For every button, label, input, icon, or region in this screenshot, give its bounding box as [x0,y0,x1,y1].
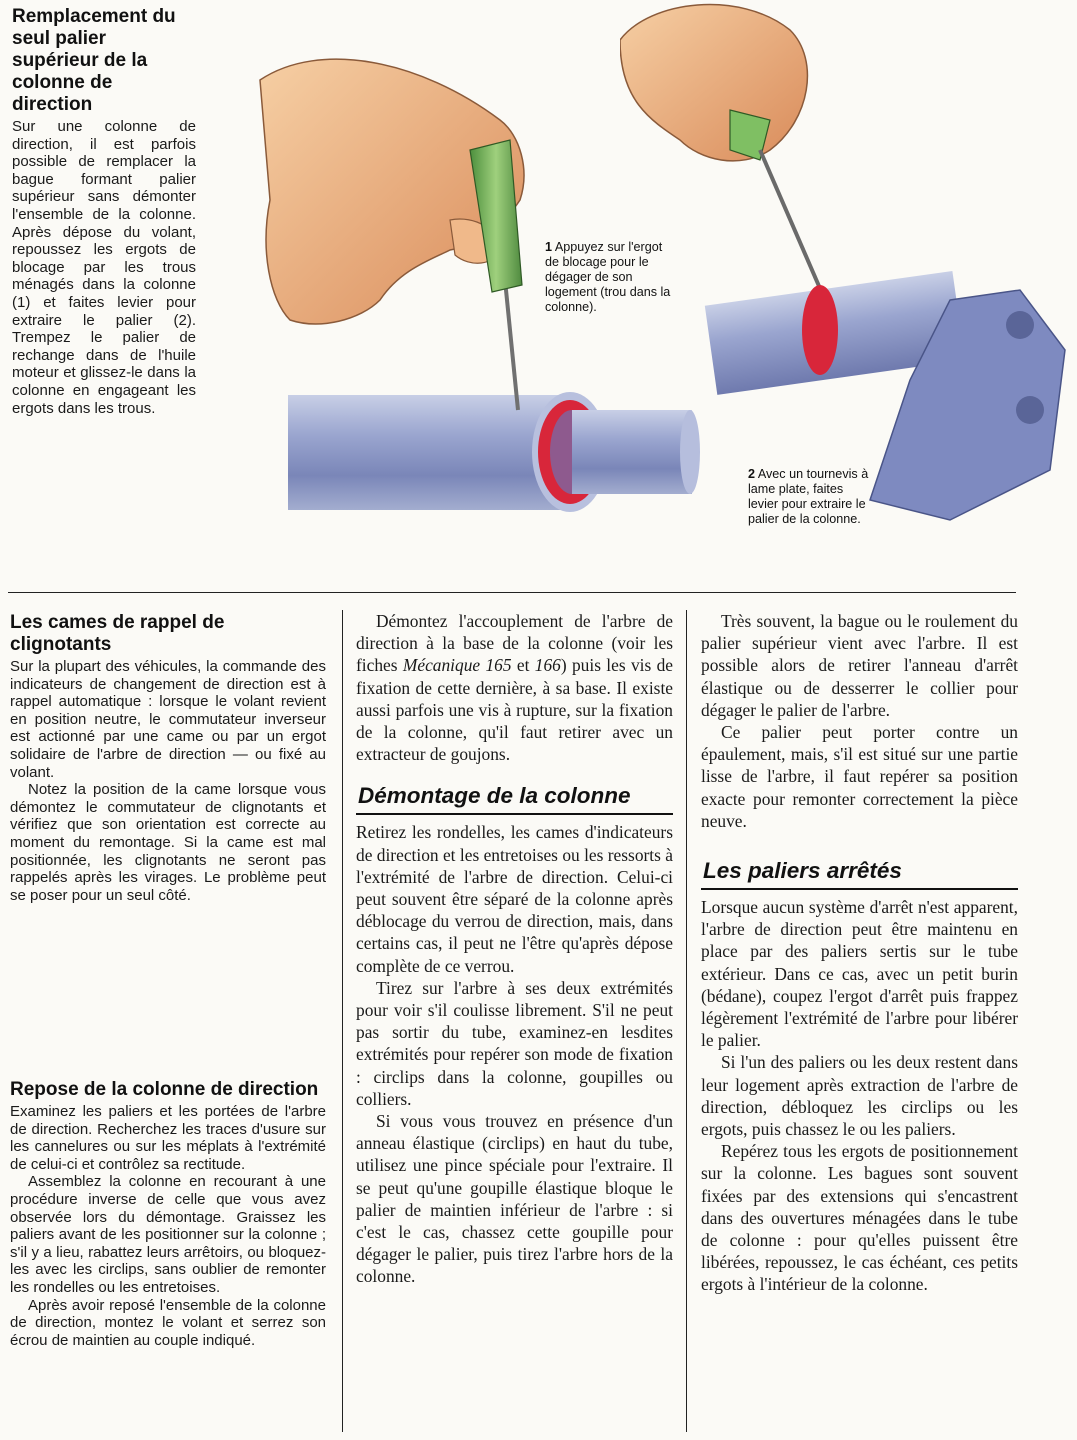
demontage-paragraph: Si vous vous trouvez en présence d'un anneau élastique (circlips) en haut du tube, utilisez une pince spéciale pour l'extraire. Il se peut qu'une goupille élastique bloque le palier de maintien inférieur de l'arbre : si c'est le cas, chassez cette goupille pour dégager le palier, puis tirez l'arbre hors de la colonne. [356,1111,673,1287]
hand-shape [620,5,807,161]
right-intro [701,610,1018,832]
right-intro-paragraph: Très souvent, la bague ou le roulement du palier supérieur vient avec l'arbre. Il est possible alors de retirer l'anneau d'arrêt élastique ou de desserrer le collier pour dégager le palier de l'arbre. [701,611,1018,720]
caption-2 [748,467,873,527]
demontage-body [356,821,673,1287]
cames-title: Les cames de rappel de clignotants [10,612,225,655]
repose-paragraph: Assemblez la colonne en recourant à une procédure inverse de celle que vous avez observée lors du démontage. Graissez les paliers avant de les positionner sur la colonne ; s'il y a lieu, rabattez leurs arrêtoirs, ou bloquez-les avec les circlips, sans oublier de remonter les rondelles ou les entretoises. [10,1173,326,1296]
repose-section [10,1079,326,1349]
paliers-paragraph: Lorsque aucun système d'arrêt n'est apparent, l'arbre de direction peut être maintenu en place par des paliers sertis sur le tube extérieur. Dans ce cas, avec un petit burin (bédane), coupez l'ergot d'arrêt puis frappez légèrement l'extrémité de l'arbre pour libérer le palier. [701,897,1018,1051]
column-rule [686,610,687,1432]
middle-intro-part3: ) puis les vis de fixation de cette dernière, à sa base. Il existe aussi parfois une vis à rupture, sur la fixation de la colonne, qu'il faut retirer avec un extracteur de goujons. [356,655,673,765]
demontage-heading: Démontage de la colonne [356,783,673,815]
top-section-paragraph: Sur une colonne de direction, il est parfois possible de remplacer la bague formant palier supérieur sans démonter l'ensemble de la colonne. Après dépose du volant, repoussez les ergots de blocage par les trous ménagés dans la colonne (1) et faites levier pour extraire le palier (2). Trempez le palier de rechange dans de l'huile moteur et glissez-le dans la colonne en engageant les ergots dans les trous. [12,118,196,417]
middle-intro [356,610,673,765]
caption-2-text: Avec un tournevis à lame plate, faites levier pour extraire le palier de la colonne. [748,467,869,526]
caption-1-number: 1 [545,240,553,254]
cames-section [10,612,326,904]
top-section-title: Remplacement du seul palier supérieur de la colonne de direction [12,6,176,115]
middle-intro-part2: et [511,655,535,676]
paliers-paragraph: Si l'un des paliers ou les deux restent dans leur logement après extraction de l'arbre de direction, débloquez les circlips ou les ergots, puis chassez le ou les paliers. [701,1052,1018,1140]
caption-1-text: Appuyez sur l'ergot de blocage pour le dégager de son logement (trou dans la colonne). [545,240,671,314]
repose-paragraph: Examinez les paliers et les portées de l'arbre de direction. Recherchez les traces d'usure sur les cannelures ou sur les méplats à l'extrémité de celui-ci et contrôlez sa rectitude. [10,1103,326,1173]
cames-body [10,658,326,904]
section-divider [8,592,1016,593]
top-section [12,6,196,417]
demontage-paragraph: Tirez sur l'arbre à ses deux extrémités pour voir s'il coulisse librement. S'il ne peut pas sortir du tube, examinez-en lesdites extrémités pour repérer son mode de fixation : circlips dans la colonne, goupilles ou colliers. [356,977,673,1109]
cames-paragraph: Notez la position de la came lorsque vous démontez le commutateur de clignotants et vérifiez que son orientation est correcte au moment du remontage. Si la came est mal positionnée, les clignotants ne seront pas rappelés après les virages. Le problème peut se poser pour un seul côté. [10,781,326,904]
right-column [701,610,1018,1296]
demontage-paragraph: Retirez les rondelles, les cames d'indicateurs de direction et les entretoises ou les ressorts à l'extrémité de l'arbre de direction. Celui-ci peut souvent être séparé de la colonne après déblocage du verrou de direction, mais, dans certains cas, il peut ne l'être qu'après dépose complète de ce verrou. [356,822,673,976]
paliers-paragraph: Repérez tous les ergots de positionnement sur la colonne. Les bagues sont souvent fixées par des extensions qui s'encastrent dans des ouvertures ménagées dans le tube de colonne : pour qu'elles puissent être libérées, repoussez, le cas échéant, ces petits ergots à l'intérieur de la colonne. [701,1141,1018,1295]
paliers-body [701,896,1018,1296]
middle-intro-ital2: 166 [534,655,561,676]
caption-2-number: 2 [748,467,756,481]
middle-intro-ital1: Mécanique 165 [402,655,512,676]
repose-body [10,1103,326,1349]
middle-intro-part1: Démontez l'accouplement de l'arbre de direction à la base de la colonne (voir les fiches [356,611,673,676]
cames-paragraph: Sur la plupart des véhicules, la commande des indicateurs de changement de direction est à rappel automatique : lorsque le volant revient en position neutre, le commutateur inverseur est actionné par une came ou par un ergot solidaire de l'arbre de direction — ou fixé au volant. [10,658,326,781]
repose-paragraph: Après avoir reposé l'ensemble de la colonne de direction, montez le volant et serrez son écrou de maintien au couple indiqué. [10,1296,326,1349]
column-rule [342,610,343,1432]
right-intro-paragraph: Ce palier peut porter contre un épaulement, mais, s'il est situé sur une partie lisse de l'arbre, il faut repérer sa position exacte pour remonter correctement la pièce neuve. [701,722,1018,831]
repose-title: Repose de la colonne de direction [10,1079,319,1100]
paliers-heading: Les paliers arrêtés [701,858,1018,890]
middle-column [356,610,673,1288]
top-section-body [12,118,196,417]
